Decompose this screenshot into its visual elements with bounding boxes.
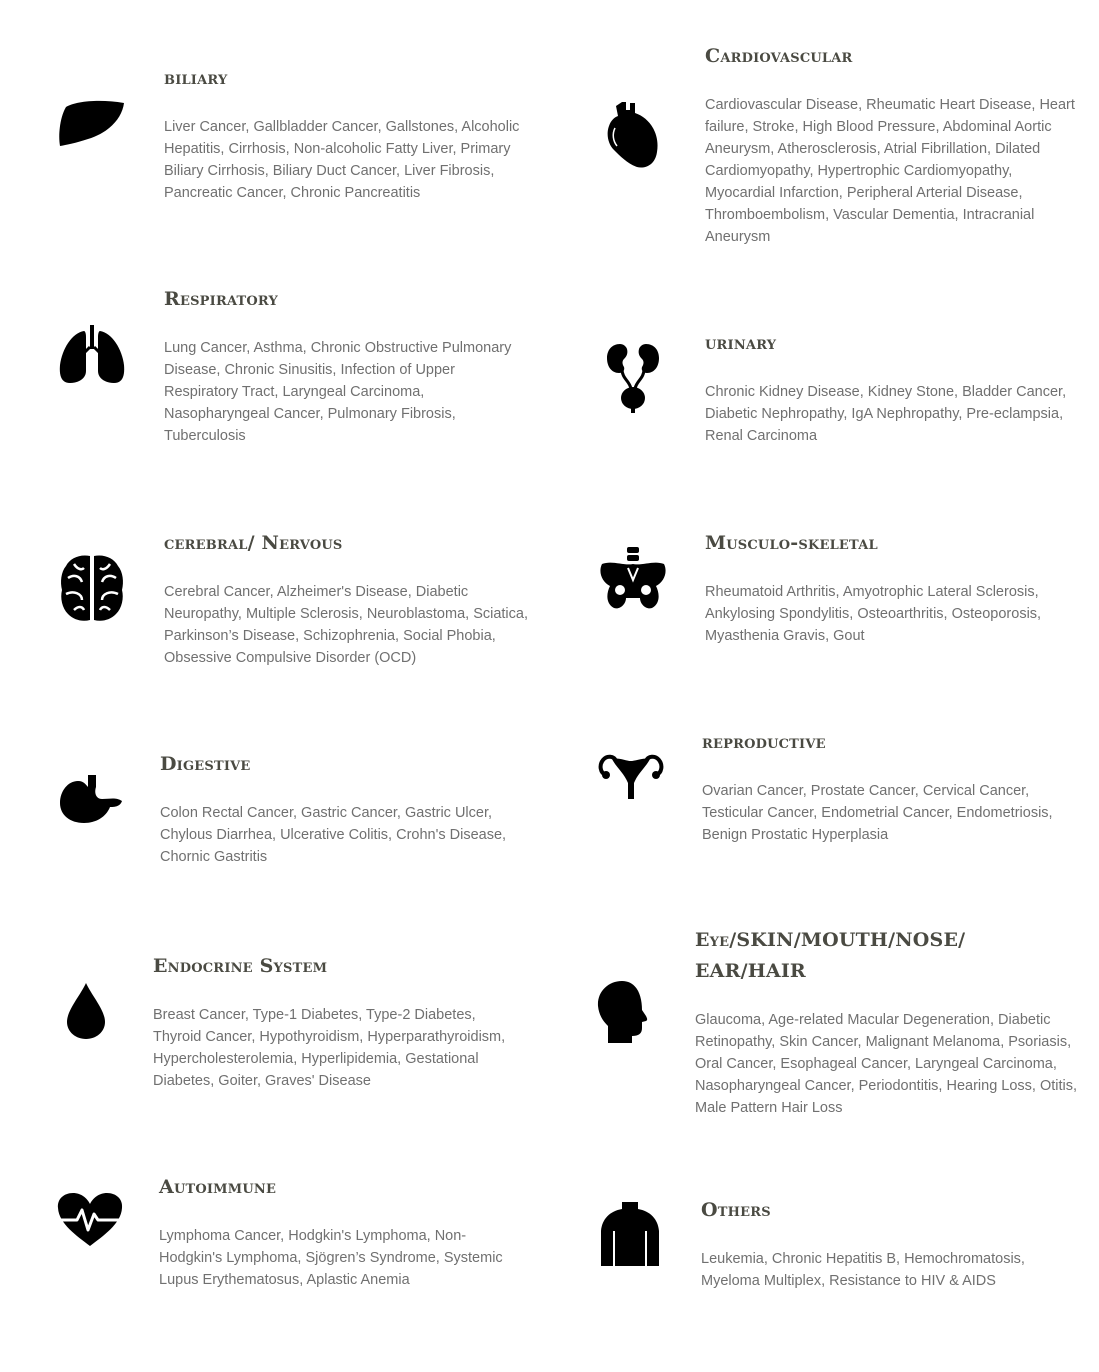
- category-title: Digestive: [160, 753, 251, 775]
- category-description: Liver Cancer, Gallbladder Cancer, Gallstones, Alcoholic Hepatitis, Cirrhosis, Non-alcoholic Fatty Liver, Primary Biliary Cirrhosis, Biliary Duct Cancer, Liver Fibrosis, Pancreatic Cancer, Chronic Pancreatitis: [164, 119, 520, 201]
- lungs-icon: [58, 325, 126, 385]
- category-description: Breast Cancer, Type-1 Diabetes, Type-2 Diabetes, Thyroid Cancer, Hypothyroidism, Hyperparathyroidism, Hypercholesterolemia, Hyperlipidemia, Gestational Diabetes, Goiter, Graves' Disease: [153, 1007, 506, 1089]
- kidneys-icon: [606, 343, 660, 413]
- category-title: Cardiovascular: [705, 45, 853, 67]
- category-title: Endocrine System: [153, 955, 328, 977]
- heartbeat-icon: [57, 1192, 123, 1248]
- liver-icon: [58, 99, 126, 147]
- category-description: Lymphoma Cancer, Hodgkin's Lymphoma, Non-Hodgkin's Lymphoma, Sjögren’s Syndrome, Systemic Lupus Erythematosus, Aplastic Anemia: [159, 1228, 503, 1288]
- category-description: Cardiovascular Disease, Rheumatic Heart Disease, Heart failure, Stroke, High Blood Pressure, Abdominal Aortic Aneurysm, Atherosclerosis, Atrial Fibrillation, Dilated Cardiomyopathy, Hypertrophic Cardiomyopathy, Myocardial Infarction, Peripheral Arterial Disease, Thromboembolism, Vascular Dementia, Intracranial Aneurysm: [705, 97, 1075, 245]
- category-title: reproductive: [702, 731, 826, 753]
- category-title: urinary: [705, 332, 777, 354]
- category-description: Ovarian Cancer, Prostate Cancer, Cervical Cancer, Testicular Cancer, Endometrial Cancer, Endometriosis, Benign Prostatic Hyperplasia: [702, 783, 1053, 843]
- category-title: biliary: [164, 67, 228, 89]
- stomach-icon: [58, 773, 124, 823]
- category-title: Autoimmune: [159, 1176, 277, 1198]
- category-title: Eye/SKIN/MOUTH/NOSE/ EAR/HAIR: [695, 929, 966, 982]
- category-description: Leukemia, Chronic Hepatitis B, Hemochromatosis, Myeloma Multiplex, Resistance to HIV & AIDS: [701, 1251, 1025, 1289]
- category-description: Lung Cancer, Asthma, Chronic Obstructive Pulmonary Disease, Chronic Sinusitis, Infection of Upper Respiratory Tract, Laryngeal Carcinoma, Nasopharyngeal Cancer, Pulmonary Fibrosis, Tuberculosis: [164, 340, 512, 444]
- category-description: Chronic Kidney Disease, Kidney Stone, Bladder Cancer, Diabetic Nephropathy, IgA Nephropathy, Pre-eclampsia, Renal Carcinoma: [705, 384, 1067, 444]
- category-title: cerebral/ Nervous: [164, 532, 343, 554]
- torso-icon: [600, 1201, 660, 1267]
- uterus-icon: [598, 753, 664, 801]
- heart-organ-icon: [606, 100, 660, 170]
- drop-icon: [66, 982, 106, 1040]
- category-title: Respiratory: [164, 288, 279, 310]
- brain-icon: [60, 554, 124, 622]
- category-description: Cerebral Cancer, Alzheimer's Disease, Diabetic Neuropathy, Multiple Sclerosis, Neuroblastoma, Sciatica, Parkinson’s Disease, Schizophrenia, Social Phobia, Obsessive Compulsive Disorder (OCD): [164, 584, 529, 666]
- head-icon: [596, 980, 654, 1044]
- pelvis-bone-icon: [598, 546, 668, 610]
- category-description: Rheumatoid Arthritis, Amyotrophic Lateral Sclerosis, Ankylosing Spondylitis, Osteoarthritis, Osteoporosis, Myasthenia Gravis, Gout: [705, 584, 1042, 644]
- category-title: Musculo-skeletal: [705, 532, 878, 554]
- category-description: Glaucoma, Age-related Macular Degeneration, Diabetic Retinopathy, Skin Cancer, Malignant Melanoma, Psoriasis, Oral Cancer, Esophageal Cancer, Laryngeal Carcinoma, Nasopharyngeal Cancer, Periodontitis, Hearing Loss, Otitis, Male Pattern Hair Loss: [695, 1012, 1078, 1116]
- category-description: Colon Rectal Cancer, Gastric Cancer, Gastric Ulcer, Chylous Diarrhea, Ulcerative Colitis, Crohn's Disease, Chornic Gastritis: [160, 805, 507, 865]
- category-title: Others: [701, 1199, 771, 1221]
